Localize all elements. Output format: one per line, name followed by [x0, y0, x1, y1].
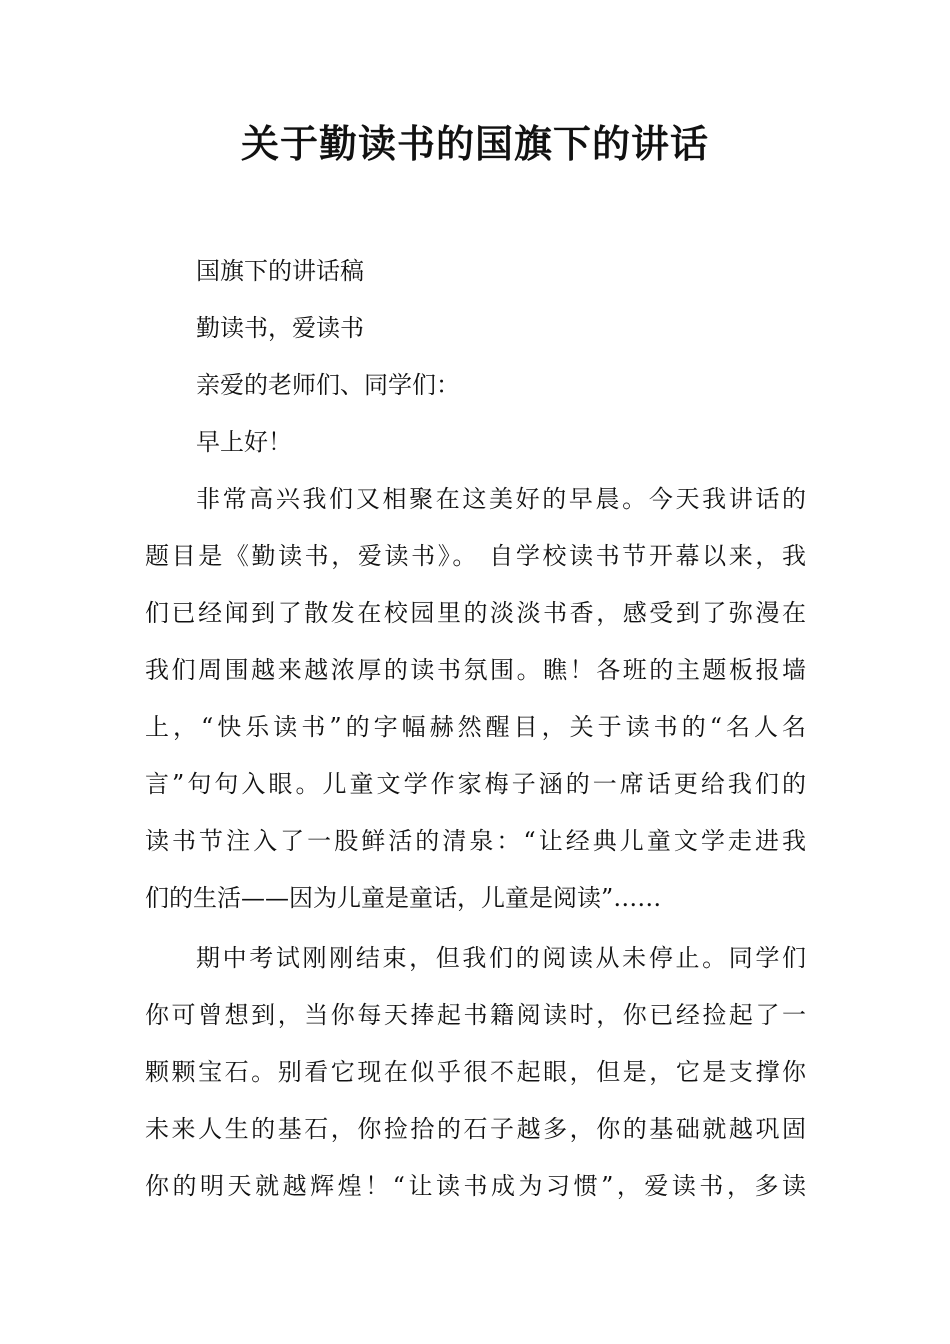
paragraph-line: 未来人生的基石，你捡拾的石子越多，你的基础就越巩固 — [145, 1115, 806, 1143]
paragraph-line: 上，“快乐读书”的字幅赫然醒目，关于读书的“名人名 — [145, 713, 806, 741]
paragraph-line: 们的生活——因为儿童是童话，儿童是阅读”…… — [145, 884, 662, 912]
speech-type-line: 国旗下的讲话稿 — [196, 257, 364, 285]
paragraph-line: 期中考试刚刚结束，但我们的阅读从未停止。同学们 — [196, 944, 806, 972]
salutation-line: 亲爱的老师们、同学们： — [196, 371, 460, 399]
paragraph-line: 言”句句入眼。儿童文学作家梅子涵的一席话更给我们的 — [145, 770, 806, 798]
paragraph-line: 你的明天就越辉煌！“让读书成为习惯”，爱读书，多读 — [145, 1172, 806, 1200]
paragraph-line: 们已经闻到了散发在校园里的淡淡书香，感受到了弥漫在 — [145, 599, 806, 627]
paragraph-line: 你可曾想到，当你每天捧起书籍阅读时，你已经捡起了一 — [145, 1001, 806, 1029]
paragraph-line: 我们周围越来越浓厚的读书氛围。瞧！各班的主题板报墙 — [145, 656, 806, 684]
speech-topic-line: 勤读书，爱读书 — [196, 314, 364, 342]
document-title: 关于勤读书的国旗下的讲话 — [240, 121, 709, 166]
paragraph-line: 非常高兴我们又相聚在这美好的早晨。今天我讲话的 — [196, 485, 806, 513]
paragraph-line: 颗颗宝石。别看它现在似乎很不起眼，但是，它是支撑你 — [145, 1058, 806, 1086]
paragraph-line: 题目是《勤读书，爱读书》。 自学校读书节开幕以来，我 — [145, 542, 806, 570]
paragraph-line: 读书节注入了一股鲜活的清泉：“让经典儿童文学走进我 — [145, 827, 806, 855]
greeting-line: 早上好！ — [196, 428, 292, 456]
